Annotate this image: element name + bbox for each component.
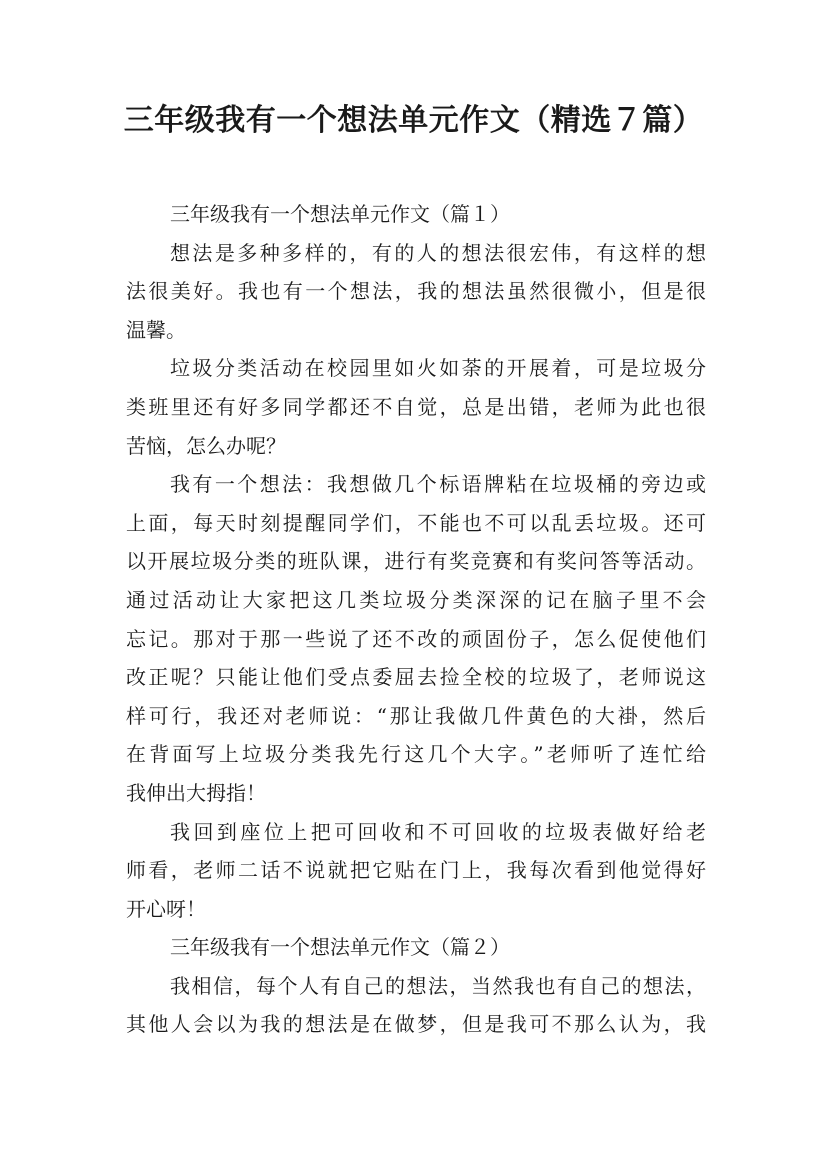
paragraph-line: 通过活动让大家把这几类垃圾分类深深的记在脑子里不会 [126,587,706,612]
paragraph-line: 开心呀！ [126,896,206,921]
paragraph-line: 垃圾分类活动在校园里如火如荼的开展着，可是垃圾分 [170,356,706,381]
document-body [126,195,706,1044]
paragraph-line: 改正呢？只能让他们受点委屈去捡全校的垃圾了，老师说这 [126,665,706,690]
paragraph-line: 其他人会以为我的想法是在做梦，但是我可不那么认为，我 [126,1012,706,1037]
paragraph-line: 想法是多种多样的，有的人的想法很宏伟，有这样的想 [170,240,706,265]
paragraph-line: 温馨。 [126,317,186,342]
paragraph-line: 样可行，我还对老师说：“那让我做几件黄色的大褂，然后 [126,703,706,728]
paragraph-line: 忘记。那对于那一些说了还不改的顽固份子，怎么促使他们 [126,626,706,651]
section-heading-2: 三年级我有一个想法单元作文（篇２） [170,935,510,960]
section-heading-1: 三年级我有一个想法单元作文（篇１） [170,202,510,226]
paragraph-line: 我有一个想法：我想做几个标语牌粘在垃圾桶的旁边或 [170,472,706,497]
paragraph-line: 法很美好。我也有一个想法，我的想法虽然很微小，但是很 [126,279,706,304]
paragraph-line: 苦恼，怎么办呢？ [126,433,286,458]
paragraph-line: 以开展垃圾分类的班队课，进行有奖竞赛和有奖问答等活动。 [126,549,706,574]
paragraph-line: 我回到座位上把可回收和不可回收的垃圾表做好给老 [170,819,706,844]
paragraph-line: 类班里还有好多同学都还不自觉，总是出错，老师为此也很 [126,394,706,419]
document-title: 三年级我有一个想法单元作文（精选７篇） [123,103,704,138]
paragraph-line: 在背面写上垃圾分类我先行这几个大字。”老师听了连忙给 [126,742,706,767]
paragraph-line: 我伸出大拇指！ [126,780,266,805]
paragraph-line: 上面，每天时刻提醒同学们，不能也不可以乱丢垃圾。还可 [126,510,706,535]
paragraph-line: 我相信，每个人有自己的想法，当然我也有自己的想法， [170,973,706,998]
paragraph-line: 师看，老师二话不说就把它贴在门上，我每次看到他觉得好 [126,858,706,883]
